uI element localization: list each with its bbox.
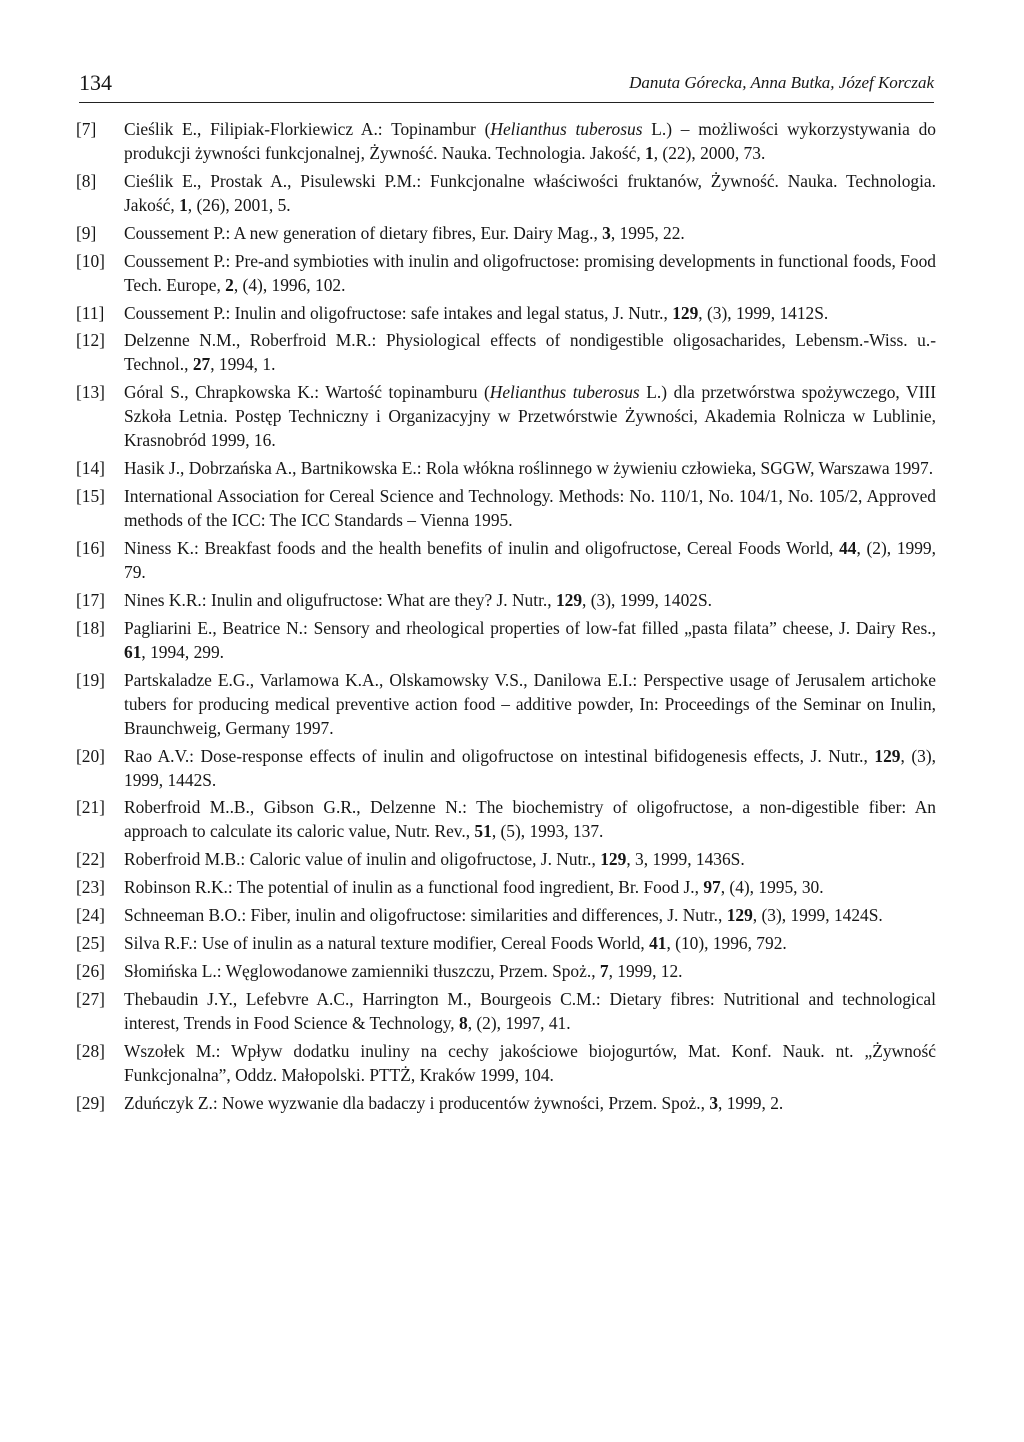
- volume-number: 129: [726, 905, 753, 926]
- reference-segment: , 1999, 2.: [718, 1092, 784, 1113]
- reference-item: [76, 875, 936, 899]
- volume-number: 129: [874, 745, 901, 766]
- reference-number: [17]: [76, 589, 105, 610]
- volume-number: 3: [709, 1092, 719, 1113]
- reference-segment: Wszołek M.: Wpływ dodatku inuliny na cechy jakościowe biojogurtów, Mat. Konf. Nauk. nt. „Żywność Funkcjonalna”, Oddz. Małopolski. PTTŻ, Kraków 1999, 104.: [124, 1040, 936, 1085]
- reference-segment: Robinson R.K.: The potential of inulin as a functional food ingredient, Br. Food J.,: [124, 877, 704, 898]
- volume-number: 1: [179, 194, 188, 215]
- reference-segment: Niness K.: Breakfast foods and the health benefits of inulin and oligofructose, Cereal Foods World,: [124, 538, 840, 559]
- reference-item: [76, 795, 936, 843]
- reference-number: [8]: [76, 170, 97, 191]
- reference-number: [15]: [76, 486, 105, 507]
- reference-number: [26]: [76, 960, 105, 981]
- reference-number: [19]: [76, 669, 105, 690]
- volume-number: 129: [555, 589, 583, 610]
- reference-segment: L.) dla przetwórstwa spożywczego, VIII Szkoła Letnia. Postęp Techniczny i Organizacyjny w Przetwórstwie Żywności, Akademia Rolnicza w Lublinie, Krasnobród 1999, 16.: [124, 382, 936, 451]
- reference-item: [76, 668, 936, 740]
- reference-item: [76, 931, 936, 955]
- reference-text: [124, 1039, 936, 1087]
- reference-text: [124, 1091, 936, 1115]
- reference-number: [13]: [76, 382, 105, 403]
- reference-number: [24]: [76, 905, 105, 926]
- reference-segment: , (4), 1995, 30.: [720, 877, 824, 898]
- volume-number: 41: [649, 933, 667, 954]
- reference-number: [12]: [76, 330, 105, 351]
- volume-number: 129: [672, 302, 699, 323]
- reference-item: [76, 169, 936, 217]
- reference-segment: , (26), 2001, 5.: [187, 194, 291, 215]
- reference-item: [76, 456, 936, 480]
- volume-number: 44: [839, 538, 857, 559]
- reference-text: [124, 484, 936, 532]
- volume-number: 1: [645, 143, 654, 163]
- reference-number: [7]: [76, 119, 97, 139]
- reference-text: [124, 380, 936, 452]
- reference-text: [124, 536, 936, 584]
- reference-text: [124, 987, 936, 1035]
- reference-segment: , (22), 2000, 73.: [653, 143, 766, 163]
- reference-segment: Pagliarini E., Beatrice N.: Sensory and rheological properties of low-fat filled „pasta filata” cheese, J. Dairy Res.,: [124, 617, 936, 638]
- reference-text: [124, 456, 936, 480]
- volume-number: 8: [458, 1012, 468, 1033]
- reference-text: [124, 931, 936, 955]
- reference-item: [76, 380, 936, 452]
- reference-segment: , (4), 1996, 102.: [233, 274, 346, 295]
- reference-number: [23]: [76, 877, 105, 898]
- reference-segment: , (3), 1999, 1424S.: [752, 905, 883, 926]
- reference-segment: , (3), 1999, 1442S.: [124, 745, 936, 790]
- reference-segment: , (5), 1993, 137.: [491, 821, 604, 842]
- reference-segment: Partskaladze E.G., Varlamowa K.A., Olskamowsky V.S., Danilowa E.I.: Perspective usage of Jerusalem artichoke tubers for producing medical preventive action food – additive powder, In: Proceedings of the Seminar on Inulin, Braunchweig, Germany 1997.: [124, 669, 936, 738]
- reference-segment: Coussement P.: Pre-and symbioties with inulin and oligofructose: promising developments in functional foods, Food Tech. Europe,: [124, 250, 936, 295]
- reference-segment: Hasik J., Dobrzańska A., Bartnikowska E.: Rola włókna roślinnego w żywieniu człowieka, SGGW, Warszawa 1997.: [124, 458, 934, 479]
- reference-number: [27]: [76, 988, 105, 1009]
- reference-number: [14]: [76, 458, 105, 479]
- reference-item: [76, 744, 936, 792]
- reference-text: [124, 616, 936, 664]
- reference-number: [18]: [76, 617, 105, 638]
- reference-segment: Cieślik E., Filipiak-Florkiewicz A.: Topinambur (: [124, 119, 491, 139]
- header-authors: Danuta Górecka, Anna Butka, Józef Korczak: [629, 73, 934, 92]
- reference-segment: L.) – możliwości wykorzystywania do produkcji żywności funkcjonalnej, Żywność. Nauka. Technologia. Jakość,: [124, 119, 936, 163]
- reference-segment: Coussement P.: Inulin and oligofructose: safe intakes and legal status, J. Nutr.,: [124, 302, 673, 323]
- reference-number: [21]: [76, 797, 105, 818]
- reference-segment: Zduńczyk Z.: Nowe wyzwanie dla badaczy i producentów żywności, Przem. Spoż.,: [124, 1092, 710, 1113]
- reference-segment: , 1999, 12.: [608, 960, 683, 981]
- reference-number: [9]: [76, 222, 97, 243]
- reference-item: [76, 484, 936, 532]
- reference-text: [124, 744, 936, 792]
- reference-text: [124, 668, 936, 740]
- reference-segment: Słomińska L.: Węglowodanowe zamienniki tłuszczu, Przem. Spoż.,: [124, 960, 600, 981]
- reference-segment: , 3, 1999, 1436S.: [626, 849, 745, 870]
- reference-segment: Nines K.R.: Inulin and oligufructose: What are they? J. Nutr.,: [124, 589, 556, 610]
- reference-number: [22]: [76, 849, 105, 870]
- reference-number: [25]: [76, 933, 105, 954]
- reference-segment: Silva R.F.: Use of inulin as a natural texture modifier, Cereal Foods World,: [124, 933, 650, 954]
- reference-segment: , (3), 1999, 1402S.: [582, 589, 712, 610]
- reference-text: [124, 328, 936, 376]
- reference-number: [10]: [76, 250, 105, 271]
- reference-number: [29]: [76, 1092, 105, 1113]
- reference-item: [76, 903, 936, 927]
- reference-text: [124, 795, 936, 843]
- reference-item: [76, 328, 936, 376]
- reference-number: [16]: [76, 538, 105, 559]
- reference-segment: , (2), 1997, 41.: [467, 1012, 571, 1033]
- volume-number: 51: [474, 821, 492, 842]
- reference-item: [76, 987, 936, 1035]
- reference-segment: , 1995, 22.: [610, 222, 685, 243]
- reference-segment: Góral S., Chrapkowska K.: Wartość topinamburu (: [124, 382, 490, 403]
- reference-segment: Coussement P.: A new generation of dietary fibres, Eur. Dairy Mag.,: [124, 222, 603, 243]
- reference-item: [76, 249, 936, 297]
- reference-text: [124, 588, 936, 612]
- reference-item: [76, 1039, 936, 1087]
- reference-number: [11]: [76, 302, 105, 323]
- volume-number: 27: [192, 354, 211, 375]
- reference-segment: Thebaudin J.Y., Lefebvre A.C., Harrington M., Bourgeois C.M.: Dietary fibres: Nutritional and technological interest, Trends in Food Science & Technology,: [124, 988, 936, 1033]
- reference-segment: , (10), 1996, 792.: [666, 933, 787, 954]
- volume-number: 7: [599, 960, 609, 981]
- reference-segment: , (2), 1999, 79.: [124, 538, 936, 583]
- reference-item: [76, 117, 936, 165]
- reference-text: [124, 221, 936, 245]
- species-name: Helianthus tuberosus: [489, 382, 640, 403]
- reference-item: [76, 1091, 936, 1115]
- reference-segment: International Association for Cereal Science and Technology. Methods: No. 110/1, No. 104/1, No. 105/2, Approved methods of the ICC: The ICC Standards – Vienna 1995.: [124, 486, 936, 531]
- volume-number: 3: [602, 222, 611, 243]
- reference-segment: Roberfroid M..B., Gibson G.R., Delzenne N.: The biochemistry of oligofructose, a non-digestible fiber: An approach to calculate its caloric value, Nutr. Rev.,: [124, 797, 936, 842]
- reference-segment: , (3), 1999, 1412S.: [698, 302, 829, 323]
- reference-text: [124, 249, 936, 297]
- reference-item: [76, 221, 936, 245]
- reference-item: [76, 536, 936, 584]
- reference-item: [76, 301, 936, 325]
- reference-text: [124, 117, 936, 165]
- reference-item: [76, 588, 936, 612]
- reference-text: [124, 875, 936, 899]
- volume-number: 97: [703, 877, 721, 898]
- volume-number: 2: [225, 274, 234, 295]
- reference-segment: , 1994, 1.: [210, 354, 276, 375]
- reference-item: [76, 959, 936, 983]
- reference-text: [124, 169, 936, 217]
- reference-text: [124, 903, 936, 927]
- reference-list: [76, 117, 936, 1118]
- reference-segment: Delzenne N.M., Roberfroid M.R.: Physiological effects of nondigestible oligosacharides, Lebensm.-Wiss. u.-Technol.,: [124, 330, 936, 375]
- reference-segment: Cieślik E., Prostak A., Pisulewski P.M.: Funkcjonalne właściwości fruktanów, Żywność. Nauka. Technologia. Jakość,: [124, 170, 936, 215]
- reference-number: [20]: [76, 745, 105, 766]
- reference-item: [76, 847, 936, 871]
- page-number: 134: [79, 70, 112, 95]
- reference-text: [124, 959, 936, 983]
- reference-number: [28]: [76, 1040, 105, 1061]
- volume-number: 61: [124, 641, 142, 662]
- reference-text: [124, 847, 936, 871]
- volume-number: 129: [600, 849, 627, 870]
- reference-item: [76, 616, 936, 664]
- species-name: Helianthus tuberosus: [490, 119, 643, 139]
- reference-segment: Rao A.V.: Dose-response effects of inulin and oligofructose on intestinal bifidogenesis effects, J. Nutr.,: [124, 745, 875, 766]
- running-header: [79, 68, 934, 103]
- reference-segment: Roberfroid M.B.: Caloric value of inulin and oligofructose, J. Nutr.,: [124, 849, 601, 870]
- reference-segment: Schneeman B.O.: Fiber, inulin and oligofructose: similarities and differences, J. Nutr.,: [124, 905, 727, 926]
- reference-segment: , 1994, 299.: [141, 641, 224, 662]
- reference-text: [124, 301, 936, 325]
